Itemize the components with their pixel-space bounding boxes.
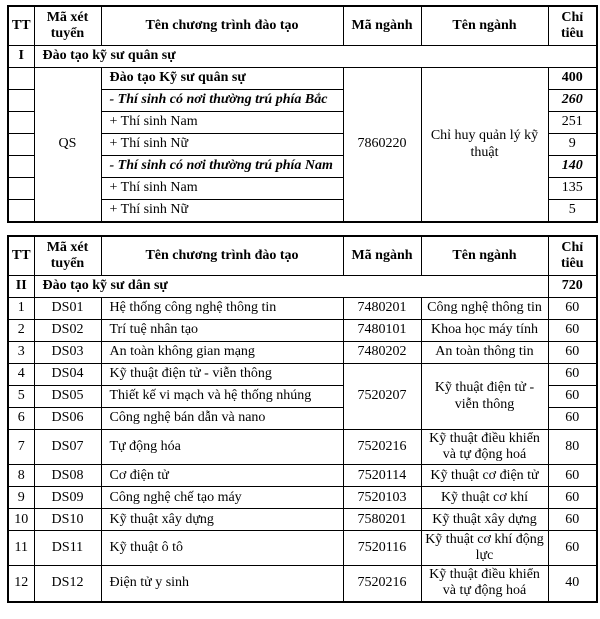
tt-cell: 8 xyxy=(8,465,34,487)
section-quota-cell: 720 xyxy=(548,276,597,298)
quota-cell: 135 xyxy=(548,178,597,200)
major-name-cell: An toàn thông tin xyxy=(421,342,548,364)
tt-cell: 5 xyxy=(8,386,34,408)
program-row xyxy=(8,320,597,342)
program-row xyxy=(8,298,597,320)
tt-cell: 10 xyxy=(8,509,34,531)
program-name-cell: - Thí sinh có nơi thường trú phía Bắc xyxy=(101,90,343,112)
program-name-cell: Thiết kế vi mạch và hệ thống nhúng xyxy=(101,386,343,408)
major-name-cell: Chỉ huy quản lý kỹ thuật xyxy=(421,68,548,223)
program-name-cell: + Thí sinh Nam xyxy=(101,112,343,134)
program-name-cell: + Thí sinh Nam xyxy=(101,178,343,200)
tt-cell: 9 xyxy=(8,487,34,509)
program-name-cell: + Thí sinh Nữ xyxy=(101,134,343,156)
major-code-cell: 7480202 xyxy=(343,342,421,364)
major-name-cell: Khoa học máy tính xyxy=(421,320,548,342)
col-header-ten-nganh: Tên ngành xyxy=(421,236,548,276)
code-cell: DS10 xyxy=(34,509,101,531)
tt-cell: 6 xyxy=(8,408,34,430)
code-cell: DS06 xyxy=(34,408,101,430)
col-header-chi-tieu: Chỉ tiêu xyxy=(548,236,597,276)
program-name-cell: Công nghệ bán dẫn và nano xyxy=(101,408,343,430)
quota-cell: 60 xyxy=(548,509,597,531)
program-name-cell: Kỹ thuật ô tô xyxy=(101,531,343,566)
code-cell: DS09 xyxy=(34,487,101,509)
code-cell: DS05 xyxy=(34,386,101,408)
major-name-cell: Kỹ thuật cơ khí động lực xyxy=(421,531,548,566)
quota-cell: 60 xyxy=(548,320,597,342)
major-name-cell: Kỹ thuật điều khiển và tự động hoá xyxy=(421,430,548,465)
code-cell: DS02 xyxy=(34,320,101,342)
tt-cell: 7 xyxy=(8,430,34,465)
major-code-cell: 7520207 xyxy=(343,364,421,430)
major-code-cell: 7580201 xyxy=(343,509,421,531)
quota-cell: 400 xyxy=(548,68,597,90)
military-admission-table xyxy=(7,5,598,223)
quota-cell: 60 xyxy=(548,386,597,408)
code-cell: DS08 xyxy=(34,465,101,487)
quota-cell: 60 xyxy=(548,531,597,566)
tt-cell: 4 xyxy=(8,364,34,386)
col-header-chi-tieu: Chỉ tiêu xyxy=(548,6,597,46)
quota-cell: 140 xyxy=(548,156,597,178)
code-cell: QS xyxy=(34,68,101,223)
col-header-ma-nganh: Mã ngành xyxy=(343,236,421,276)
col-header-tt: TT xyxy=(8,6,34,46)
tt-cell xyxy=(8,112,34,134)
section-number: I xyxy=(8,46,34,68)
quota-cell: 80 xyxy=(548,430,597,465)
major-code-cell: 7520216 xyxy=(343,566,421,602)
col-header-ma-xet-tuyen: Mã xét tuyển xyxy=(34,236,101,276)
program-name-cell: Công nghệ chế tạo máy xyxy=(101,487,343,509)
program-row xyxy=(8,430,597,465)
major-name-cell: Kỹ thuật cơ khí xyxy=(421,487,548,509)
tt-cell: 3 xyxy=(8,342,34,364)
major-code-cell: 7520216 xyxy=(343,430,421,465)
program-row xyxy=(8,509,597,531)
tt-cell xyxy=(8,200,34,223)
program-name-cell: Đào tạo Kỹ sư quân sự xyxy=(101,68,343,90)
major-code-cell: 7480101 xyxy=(343,320,421,342)
quota-cell: 40 xyxy=(548,566,597,602)
col-header-ten-nganh: Tên ngành xyxy=(421,6,548,46)
section-label: Đào tạo kỹ sư quân sự xyxy=(34,46,597,68)
program-row xyxy=(8,342,597,364)
quota-cell: 60 xyxy=(548,342,597,364)
program-row xyxy=(8,566,597,602)
section-row-military xyxy=(8,46,597,68)
quota-cell: 5 xyxy=(548,200,597,223)
civil-admission-table xyxy=(7,235,598,603)
quota-cell: 60 xyxy=(548,465,597,487)
program-name-cell: - Thí sinh có nơi thường trú phía Nam xyxy=(101,156,343,178)
quota-cell: 60 xyxy=(548,364,597,386)
tt-cell xyxy=(8,68,34,90)
major-code-cell: 7860220 xyxy=(343,68,421,223)
section-number: II xyxy=(8,276,34,298)
program-name-cell: Kỹ thuật xây dựng xyxy=(101,509,343,531)
tt-cell xyxy=(8,178,34,200)
tt-cell xyxy=(8,90,34,112)
program-name-cell: An toàn không gian mạng xyxy=(101,342,343,364)
major-name-cell: Kỹ thuật xây dựng xyxy=(421,509,548,531)
tt-cell xyxy=(8,156,34,178)
code-cell: DS03 xyxy=(34,342,101,364)
code-cell: DS11 xyxy=(34,531,101,566)
col-header-tt: TT xyxy=(8,236,34,276)
program-row xyxy=(8,364,597,386)
program-row xyxy=(8,68,597,90)
header-row xyxy=(8,236,597,276)
major-code-cell: 7480201 xyxy=(343,298,421,320)
major-name-cell: Kỹ thuật điều khiển và tự động hoá xyxy=(421,566,548,602)
tt-cell: 1 xyxy=(8,298,34,320)
col-header-ten-chuong-trinh: Tên chương trình đào tạo xyxy=(101,236,343,276)
section-row-civil xyxy=(8,276,597,298)
program-name-cell: Kỹ thuật điện tử - viễn thông xyxy=(101,364,343,386)
quota-cell: 260 xyxy=(548,90,597,112)
tt-cell: 2 xyxy=(8,320,34,342)
code-cell: DS12 xyxy=(34,566,101,602)
quota-cell: 9 xyxy=(548,134,597,156)
program-row xyxy=(8,487,597,509)
program-name-cell: Cơ điện tử xyxy=(101,465,343,487)
col-header-ma-nganh: Mã ngành xyxy=(343,6,421,46)
quota-cell: 251 xyxy=(548,112,597,134)
col-header-ten-chuong-trinh: Tên chương trình đào tạo xyxy=(101,6,343,46)
program-name-cell: Hệ thống công nghệ thông tin xyxy=(101,298,343,320)
program-name-cell: Trí tuệ nhân tạo xyxy=(101,320,343,342)
code-cell: DS01 xyxy=(34,298,101,320)
major-name-cell: Công nghệ thông tin xyxy=(421,298,548,320)
col-header-ma-xet-tuyen: Mã xét tuyển xyxy=(34,6,101,46)
major-name-cell: Kỹ thuật cơ điện tử xyxy=(421,465,548,487)
program-name-cell: Điện tử y sinh xyxy=(101,566,343,602)
program-row xyxy=(8,465,597,487)
major-code-cell: 7520116 xyxy=(343,531,421,566)
code-cell: DS07 xyxy=(34,430,101,465)
major-code-cell: 7520103 xyxy=(343,487,421,509)
table-gap xyxy=(7,223,596,235)
quota-cell: 60 xyxy=(548,487,597,509)
major-code-cell: 7520114 xyxy=(343,465,421,487)
header-row xyxy=(8,6,597,46)
major-name-cell: Kỹ thuật điện tử - viễn thông xyxy=(421,364,548,430)
tt-cell xyxy=(8,134,34,156)
section-label: Đào tạo kỹ sư dân sự xyxy=(34,276,548,298)
tt-cell: 12 xyxy=(8,566,34,602)
tt-cell: 11 xyxy=(8,531,34,566)
program-name-cell: + Thí sinh Nữ xyxy=(101,200,343,223)
program-name-cell: Tự động hóa xyxy=(101,430,343,465)
program-row xyxy=(8,531,597,566)
quota-cell: 60 xyxy=(548,298,597,320)
code-cell: DS04 xyxy=(34,364,101,386)
quota-cell: 60 xyxy=(548,408,597,430)
